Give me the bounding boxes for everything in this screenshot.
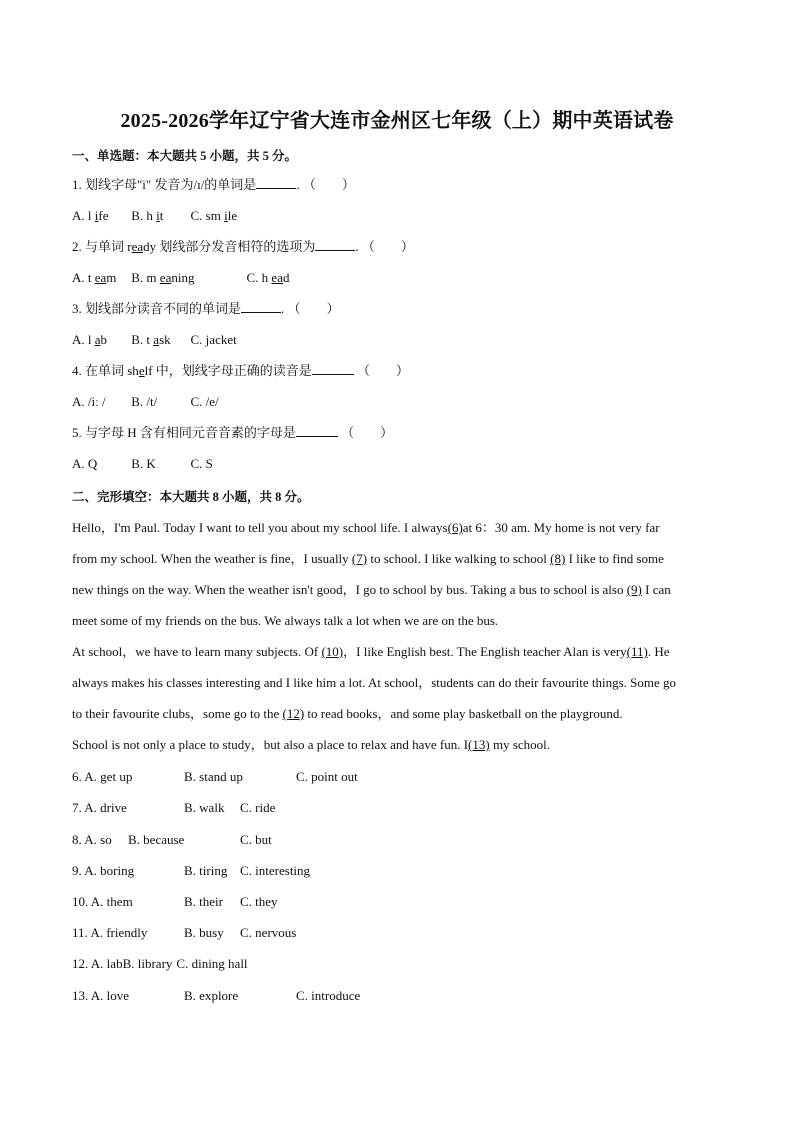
question-5-options bbox=[72, 456, 213, 472]
stem-text: . （ ） bbox=[296, 177, 355, 192]
blank-number: (8) bbox=[550, 551, 566, 566]
passage-line: School is not only a place to study，but also a place to relax and have fun. I(13) my school. bbox=[72, 737, 551, 752]
page-title: 2025-2026学年辽宁省大连市金州区七年级（上）期中英语试卷 bbox=[120, 110, 674, 132]
passage-line: from my school. When the weather is fine，I usually (7) to school. I like walking to school (8) I like to find some bbox=[72, 551, 664, 566]
blank-number: (9) bbox=[626, 582, 642, 597]
answer-blank bbox=[241, 301, 281, 313]
option-c: C. h ead bbox=[246, 270, 290, 285]
cloze-item-8: 8. A. so B. because C. but bbox=[72, 832, 272, 847]
cloze-item-10: 10. A. them B. their C. they bbox=[72, 894, 278, 909]
answer-blank bbox=[296, 425, 338, 437]
section1-heading: 一、单选题：本大题共 5 小题，共 5 分。 bbox=[72, 149, 298, 163]
question-3-stem: 3. 划线部分读音不同的单词是 . （ ） bbox=[72, 301, 340, 316]
option-c: C. jacket bbox=[190, 332, 237, 347]
option-b: B. m eaning bbox=[131, 270, 195, 285]
passage-line: always makes his classes interesting and I like him a lot. At school，students can do their favourite things. Some go bbox=[72, 675, 677, 690]
question-4-options bbox=[72, 394, 219, 410]
stem-text: 1. 划线字母"i" 发音为/ɪ/的单词是 bbox=[72, 177, 257, 192]
answer-blank bbox=[256, 177, 296, 189]
option-a: A. Q bbox=[72, 456, 98, 471]
blank-number: (7) bbox=[351, 551, 368, 566]
blank-number: (10) bbox=[321, 644, 344, 659]
section2-heading: 二、完形填空：本大题共 8 小题，共 8 分。 bbox=[72, 490, 310, 504]
cloze-item-6: 6. A. get up B. stand up C. point out bbox=[72, 769, 358, 784]
question-1-options bbox=[72, 208, 237, 224]
passage-line: to their favourite clubs，some go to the (12) to read books，and some play basketball on the playground. bbox=[72, 706, 623, 721]
option-b: B. h it bbox=[131, 208, 164, 223]
option-b: B. K bbox=[131, 456, 156, 471]
option-a: A. t eam bbox=[72, 270, 117, 285]
question-5-stem: 5. 与字母 H 含有相同元音音素的字母是 （ ） bbox=[72, 425, 394, 440]
answer-blank bbox=[312, 363, 354, 375]
blank-number: (6) bbox=[447, 520, 463, 535]
option-c: C. sm ile bbox=[190, 208, 238, 223]
option-c: C. S bbox=[190, 456, 213, 471]
blank-number: (12) bbox=[282, 706, 305, 721]
question-3-options bbox=[72, 332, 237, 348]
option-c: C. /e/ bbox=[190, 394, 219, 409]
passage-line: Hello，I'm Paul. Today I want to tell you about my school life. I always(6)at 6：30 am. My home is not very far bbox=[72, 520, 660, 535]
passage-line: new things on the way. When the weather isn't good，I go to school by bus. Taking a bus to school is also (9) I can bbox=[72, 582, 671, 597]
cloze-item-11: 11. A. friendly B. busy C. nervous bbox=[72, 925, 297, 940]
passage-line: At school，we have to learn many subjects. Of (10)，I like English best. The English teacher Alan is very(11). He bbox=[72, 644, 670, 659]
cloze-item-12: 12. A. labB. library C. dining hall bbox=[72, 956, 248, 971]
option-b: B. /t/ bbox=[131, 394, 158, 409]
passage-line: meet some of my friends on the bus. We always talk a lot when we are on the bus. bbox=[72, 613, 499, 628]
blank-number: (13) bbox=[468, 737, 490, 752]
cloze-item-7: 7. A. drive B. walk C. ride bbox=[72, 800, 276, 815]
question-2-stem: 2. 与单词 ready 划线部分发音相符的选项为 . （ ） bbox=[72, 239, 414, 254]
question-4-stem: 4. 在单词 shelf 中，划线字母正确的读音是 （ ） bbox=[72, 363, 410, 378]
option-a: A. l ife bbox=[72, 208, 109, 223]
question-2-options bbox=[72, 270, 289, 286]
blank-number: (11) bbox=[626, 644, 648, 659]
answer-blank bbox=[315, 239, 355, 251]
option-a: A. /iː / bbox=[72, 394, 106, 409]
question-1-stem bbox=[72, 177, 355, 193]
option-a: A. l ab bbox=[72, 332, 108, 347]
cloze-item-13: 13. A. love B. explore C. introduce bbox=[72, 988, 361, 1003]
cloze-item-9: 9. A. boring B. tiring C. interesting bbox=[72, 863, 311, 878]
option-b: B. t ask bbox=[131, 332, 171, 347]
cloze-passage bbox=[72, 512, 722, 760]
